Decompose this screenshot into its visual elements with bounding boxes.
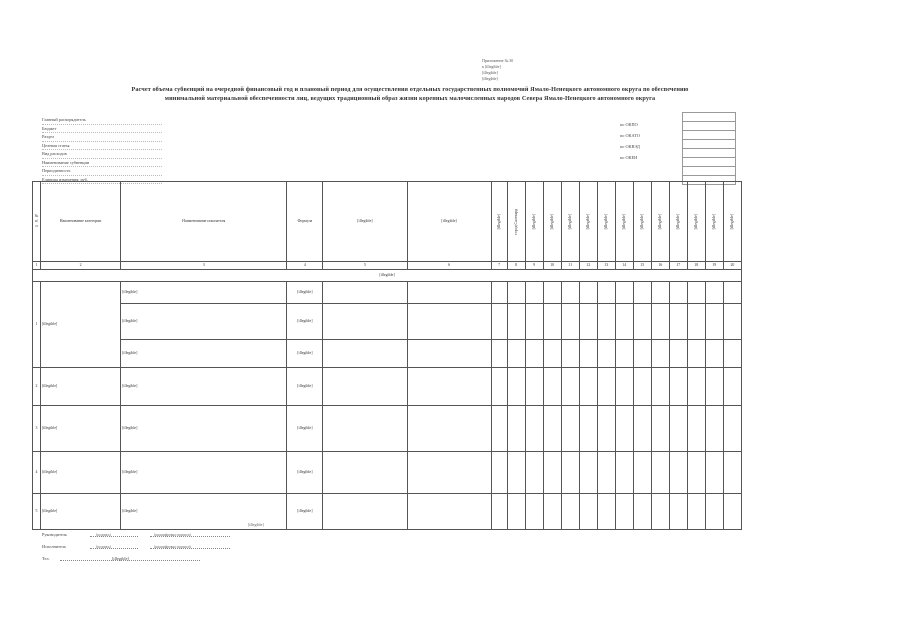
field-frequency: Периодичность [42, 167, 162, 176]
cell [407, 368, 491, 406]
cell [491, 368, 507, 406]
approval-line-4: [illegible] [482, 76, 498, 81]
cell [525, 304, 543, 340]
cell [705, 340, 723, 368]
table-row [33, 304, 742, 340]
field-chapter: Раздел [42, 133, 162, 142]
row-formula: [illegible] [287, 452, 323, 494]
cell [407, 406, 491, 452]
column-number: 20 [723, 262, 741, 270]
cell [407, 304, 491, 340]
row-number: 4 [33, 452, 41, 494]
column-number: 6 [407, 262, 491, 270]
column-number: 11 [561, 262, 579, 270]
code-box-cell [682, 148, 736, 157]
cell [669, 368, 687, 406]
approval-note [482, 58, 767, 82]
cell [323, 340, 407, 368]
code-box-cell [682, 112, 736, 121]
subsidy-table [32, 181, 742, 530]
cell [633, 340, 651, 368]
cell [543, 304, 561, 340]
row-number: 3 [33, 406, 41, 452]
signature-block [42, 532, 342, 568]
cell [669, 452, 687, 494]
row-indicator: [illegible] [121, 406, 287, 452]
col-header-district: [illegible] [525, 182, 543, 262]
cell [491, 494, 507, 530]
signature-head [42, 532, 342, 544]
cell [597, 406, 615, 452]
cell [633, 452, 651, 494]
cell [651, 282, 669, 304]
cell [323, 494, 407, 530]
approval-line-2: к [illegible] [482, 64, 501, 69]
cell [687, 452, 705, 494]
cell [687, 282, 705, 304]
cell [525, 368, 543, 406]
cell [323, 406, 407, 452]
table-row [33, 282, 742, 304]
cell [323, 452, 407, 494]
row-formula: [illegible] [287, 368, 323, 406]
cell [561, 452, 579, 494]
row-formula: [illegible] [287, 340, 323, 368]
cell [561, 494, 579, 530]
cell [597, 304, 615, 340]
table-row [33, 494, 742, 530]
cell [705, 494, 723, 530]
column-number: 10 [543, 262, 561, 270]
cell [651, 340, 669, 368]
cell [615, 304, 633, 340]
row-category: [illegible] [41, 406, 121, 452]
signature-phone [42, 556, 342, 568]
col-header-district: город Салехард [507, 182, 525, 262]
cell [561, 406, 579, 452]
col-header-formula: Формула [287, 182, 323, 262]
col-header-indicator: Наименование показателя [121, 182, 287, 262]
column-number: 7 [491, 262, 507, 270]
column-number: 2 [41, 262, 121, 270]
cell [525, 340, 543, 368]
cell [579, 282, 597, 304]
field-subsidy-name: Наименование субвенции [42, 159, 162, 168]
cell [579, 452, 597, 494]
cell [323, 304, 407, 340]
cell [705, 282, 723, 304]
cell [525, 406, 543, 452]
cell [597, 340, 615, 368]
cell [407, 494, 491, 530]
cell [507, 340, 525, 368]
code-box-cell [682, 130, 736, 139]
field-subsidy-type: Вид расходов [42, 150, 162, 159]
table-header-row [33, 182, 742, 262]
row-number: 2 [33, 368, 41, 406]
cell [491, 406, 507, 452]
cell [723, 304, 741, 340]
cell [525, 282, 543, 304]
col-header-district: [illegible] [669, 182, 687, 262]
row-formula: [illegible] [287, 304, 323, 340]
row-number: 5 [33, 494, 41, 530]
code-box-cell [682, 139, 736, 148]
phone-label: Тел. [42, 556, 50, 561]
row-indicator: [illegible] [121, 494, 287, 530]
cell [687, 304, 705, 340]
cell [407, 340, 491, 368]
cell [561, 340, 579, 368]
cell [723, 494, 741, 530]
title-line-1: Расчет объема субвенций на очередной финансовый год и плановый период для осуществления отдельных государственных полномочий Ямало-Ненецкого автономного округа по обеспечению [131, 86, 689, 93]
section-title: [illegible] [33, 270, 742, 282]
row-indicator: [illegible] [121, 282, 287, 304]
row-formula: [illegible] [287, 282, 323, 304]
cell [543, 452, 561, 494]
col-header-district: [illegible] [723, 182, 741, 262]
col-header-district: [illegible] [597, 182, 615, 262]
col-header-district: [illegible] [705, 182, 723, 262]
cell [561, 304, 579, 340]
column-number: 1 [33, 262, 41, 270]
cell [561, 368, 579, 406]
cell [323, 282, 407, 304]
row-category: [illegible] [41, 282, 121, 368]
cell [723, 368, 741, 406]
cell [491, 282, 507, 304]
code-box-cell [682, 121, 736, 130]
cell [407, 282, 491, 304]
cell [597, 452, 615, 494]
signature-head-label: Руководитель [42, 532, 67, 537]
cell [615, 452, 633, 494]
cell [491, 304, 507, 340]
phone-line [60, 556, 200, 561]
cell [687, 494, 705, 530]
row-indicator: [illegible] [121, 368, 287, 406]
column-number: 18 [687, 262, 705, 270]
field-budget: Бюджет [42, 125, 162, 134]
row-indicator: [illegible] [121, 304, 287, 340]
row-indicator: [illegible] [121, 452, 287, 494]
cell [615, 406, 633, 452]
cell [491, 452, 507, 494]
column-number: 13 [597, 262, 615, 270]
column-number: 5 [323, 262, 407, 270]
cell [633, 304, 651, 340]
cell [651, 406, 669, 452]
cell [525, 452, 543, 494]
phone-text: [illegible] [112, 556, 129, 561]
cell [507, 304, 525, 340]
code-box [682, 112, 736, 185]
cell [669, 406, 687, 452]
cell [705, 406, 723, 452]
col-header-category: Наименование категории [41, 182, 121, 262]
signature-caption: (подпись) [96, 533, 111, 537]
approval-line-1: Приложение № 30 [482, 58, 514, 63]
cell [687, 340, 705, 368]
header-codes [620, 119, 640, 163]
col-header-district: [illegible] [633, 182, 651, 262]
cell [669, 494, 687, 530]
row-category: [illegible] [41, 368, 121, 406]
row-formula: [illegible] [287, 494, 323, 530]
cell [651, 494, 669, 530]
cell [705, 304, 723, 340]
signature-executor [42, 544, 342, 556]
table-row [33, 452, 742, 494]
row-number: 1 [33, 282, 41, 368]
cell [687, 368, 705, 406]
cell [561, 282, 579, 304]
col-header-district: [illegible] [651, 182, 669, 262]
column-number: 17 [669, 262, 687, 270]
cell [705, 452, 723, 494]
cell [407, 452, 491, 494]
cell [669, 340, 687, 368]
cell [543, 494, 561, 530]
code-box-cell [682, 157, 736, 166]
cell [615, 368, 633, 406]
column-number: 8 [507, 262, 525, 270]
cell [669, 282, 687, 304]
title-line-2: минимальной материальной обеспеченности лиц, ведущих традиционный образ жизни коренных малочисленных народов Севера Ямало-Ненецкого автономного округа [164, 95, 656, 102]
cell [579, 304, 597, 340]
cell [543, 340, 561, 368]
column-number-row [33, 262, 742, 270]
cell [615, 340, 633, 368]
column-number: 9 [525, 262, 543, 270]
cell [633, 406, 651, 452]
col-header-number: № п/п [33, 182, 41, 262]
col-header-district: [illegible] [543, 182, 561, 262]
row-category: [illegible] [41, 452, 121, 494]
cell [669, 304, 687, 340]
document-title [60, 85, 760, 103]
table-row [33, 340, 742, 368]
cell [687, 406, 705, 452]
cell [507, 494, 525, 530]
col-header-district: [illegible] [579, 182, 597, 262]
code-okpo: по ОКПО [620, 122, 638, 127]
column-number: 16 [651, 262, 669, 270]
cell [633, 368, 651, 406]
signature-caption: (подпись) [96, 545, 111, 549]
col-header-quantity: [illegible] [407, 182, 491, 262]
cell [723, 340, 741, 368]
column-number: 12 [579, 262, 597, 270]
cell [579, 494, 597, 530]
signature-executor-label: Исполнитель [42, 544, 67, 549]
cell [633, 282, 651, 304]
cell [597, 368, 615, 406]
approval-line-3: [illegible] [482, 70, 498, 75]
cell [723, 282, 741, 304]
cell [705, 368, 723, 406]
table-row [33, 406, 742, 452]
cell [579, 368, 597, 406]
row-formula: [illegible] [287, 406, 323, 452]
cell [507, 406, 525, 452]
section-row [33, 270, 742, 282]
column-number: 15 [633, 262, 651, 270]
cell [723, 406, 741, 452]
cell [651, 304, 669, 340]
code-okato: по ОКАТО [620, 133, 640, 138]
column-number: 4 [287, 262, 323, 270]
header-fields [42, 116, 162, 184]
column-number: 19 [705, 262, 723, 270]
cell [651, 452, 669, 494]
cell [597, 494, 615, 530]
cell [543, 368, 561, 406]
table-footnote: [illegible] [248, 522, 264, 527]
cell [507, 452, 525, 494]
row-indicator: [illegible] [121, 340, 287, 368]
field-unit: Единица измерения: руб. [42, 176, 162, 185]
table-row [33, 368, 742, 406]
col-header-total: [illegible] [491, 182, 507, 262]
signature-caption: (расшифровка подписи) [154, 545, 191, 549]
column-number: 3 [121, 262, 287, 270]
cell [579, 406, 597, 452]
col-header-district: [illegible] [561, 182, 579, 262]
cell [723, 452, 741, 494]
cell [651, 368, 669, 406]
cell [491, 340, 507, 368]
cell [543, 406, 561, 452]
col-header-cost: [illegible] [323, 182, 407, 262]
cell [615, 282, 633, 304]
cell [579, 340, 597, 368]
code-okei: по ОКЕИ [620, 155, 638, 160]
cell [525, 494, 543, 530]
signature-caption: (расшифровка подписи) [154, 533, 191, 537]
field-recipient: Главный распорядитель [42, 116, 162, 125]
cell [543, 282, 561, 304]
cell [597, 282, 615, 304]
col-header-district: [illegible] [615, 182, 633, 262]
code-okved: по ОКВЭД [620, 144, 640, 149]
cell [507, 368, 525, 406]
cell [507, 282, 525, 304]
col-header-district: [illegible] [687, 182, 705, 262]
cell [615, 494, 633, 530]
cell [633, 494, 651, 530]
row-category: [illegible] [41, 494, 121, 530]
cell [323, 368, 407, 406]
field-sector: Целевая статья [42, 142, 162, 151]
code-box-cell [682, 166, 736, 175]
column-number: 14 [615, 262, 633, 270]
